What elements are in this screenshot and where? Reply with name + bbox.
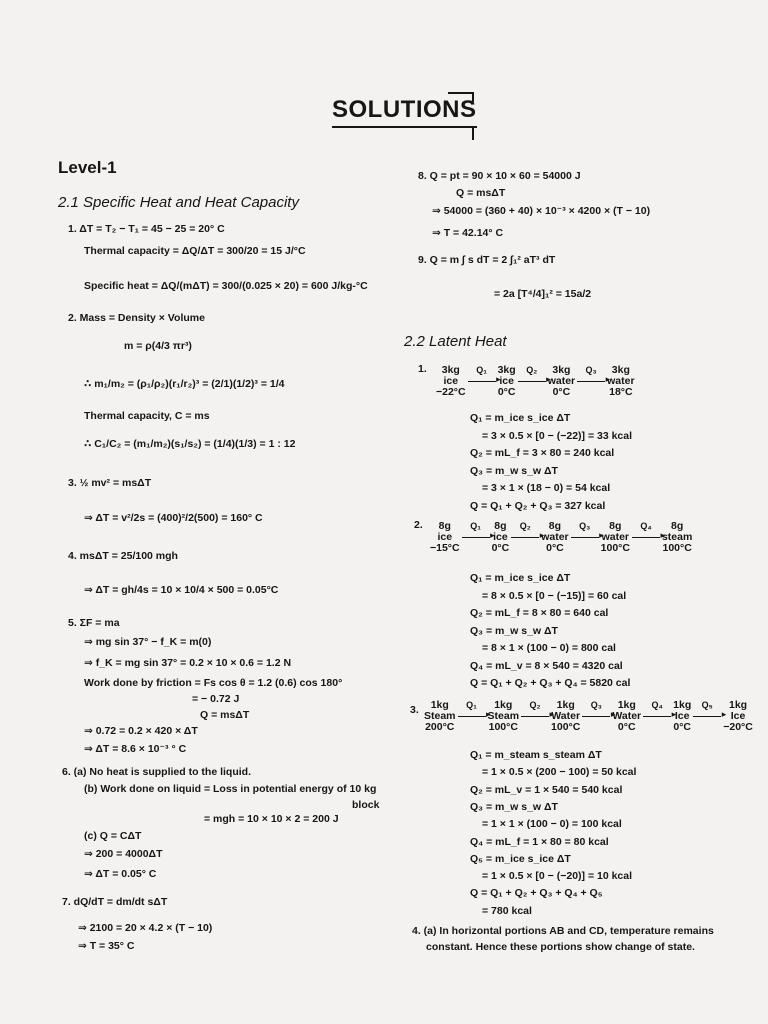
state-label-part: 3kg bbox=[552, 364, 571, 376]
state-label bbox=[436, 365, 466, 398]
arrow-line bbox=[518, 375, 546, 382]
solution-line: 4. msΔT = 25/100 mgh bbox=[68, 550, 178, 562]
solution-line: Q₄ = mL_f = 1 × 80 = 80 kcal bbox=[470, 835, 609, 848]
solution-line: (c) Q = CΔT bbox=[84, 830, 142, 842]
state-label bbox=[541, 521, 568, 554]
state-label-part: 3kg bbox=[611, 364, 630, 376]
solution-line: Q₁ = m_steam s_steam ΔT bbox=[470, 749, 602, 761]
state-label bbox=[662, 521, 692, 554]
state-label-part: 1kg bbox=[728, 699, 748, 711]
heat-arrow bbox=[462, 521, 490, 538]
heat-arrow bbox=[582, 700, 610, 717]
solution-line: ⇒ ΔT = v²/2s = (400)²/2(500) = 160° C bbox=[84, 512, 263, 524]
state-label-part: steam bbox=[661, 531, 693, 543]
solution-line: = 2a [T⁴/4]₁² = 15a/2 bbox=[494, 288, 592, 300]
solution-line: Q = Q₁ + Q₂ + Q₃ + Q₄ = 5820 cal bbox=[470, 677, 631, 689]
heat-arrow bbox=[511, 521, 539, 538]
state-label-part: 3kg bbox=[441, 364, 460, 376]
heat-arrow-label: Q₃ bbox=[579, 521, 591, 531]
state-label-part: 0°C bbox=[617, 721, 636, 733]
state-label-part: 1kg bbox=[556, 699, 575, 711]
state-label-part: water bbox=[607, 375, 635, 387]
state-label-part: 0°C bbox=[552, 386, 571, 398]
state-label-part: water bbox=[541, 531, 569, 543]
state-change-chain-1 bbox=[436, 365, 637, 398]
state-label bbox=[424, 700, 456, 733]
solution-line: m = ρ(4/3 πr³) bbox=[124, 340, 192, 352]
solution-line: Q = Q₁ + Q₂ + Q₃ = 327 kcal bbox=[470, 499, 606, 512]
state-label-part: −22°C bbox=[436, 386, 466, 398]
heat-arrow-label: Q₁ bbox=[476, 365, 487, 375]
state-label-part: ice bbox=[443, 375, 459, 387]
state-label-part: 1kg bbox=[673, 699, 692, 711]
state-label-part: ice bbox=[499, 375, 514, 387]
solution-line: Q₅ = m_ice s_ice ΔT bbox=[470, 852, 571, 865]
arrow-line bbox=[577, 375, 605, 382]
solution-line: ⇒ 0.72 = 0.2 × 420 × ΔT bbox=[84, 725, 198, 737]
solution-line: Q = msΔT bbox=[200, 709, 250, 721]
state-label-part: 3kg bbox=[497, 364, 516, 376]
state-change-chain-2 bbox=[430, 521, 694, 554]
arrow-line bbox=[571, 531, 599, 538]
state-label-part: 100°C bbox=[662, 542, 692, 554]
state-label-part: 8g bbox=[609, 520, 622, 532]
heat-arrow bbox=[571, 521, 599, 538]
heat-arrow-label: Q₁ bbox=[470, 521, 481, 531]
state-label-part: 18°C bbox=[609, 386, 633, 398]
arrow-line bbox=[521, 710, 549, 717]
state-label bbox=[723, 700, 753, 733]
state-label-part: Water bbox=[551, 710, 581, 722]
solution-line: Thermal capacity = ΔQ/ΔT = 300/20 = 15 J/°C bbox=[84, 245, 306, 257]
heat-arrow-label: Q₂ bbox=[519, 521, 531, 531]
solution-line: Q₁ = m_ice s_ice ΔT bbox=[470, 412, 571, 424]
heat-arrow bbox=[693, 700, 721, 717]
solution-line: 4. (a) In horizontal portions AB and CD, temperature remains bbox=[412, 925, 714, 937]
state-label-part: Water bbox=[612, 710, 642, 722]
state-label-part: −20°C bbox=[723, 721, 753, 733]
state-label-part: Ice bbox=[730, 710, 746, 722]
arrow-line bbox=[458, 710, 486, 717]
state-label-part: water bbox=[601, 531, 630, 543]
heat-arrow-label: Q₂ bbox=[529, 700, 541, 710]
state-label-part: Ice bbox=[674, 710, 690, 722]
arrow-line bbox=[462, 531, 490, 538]
heat-arrow-label: Q₁ bbox=[466, 700, 477, 710]
solution-line: ⇒ 2100 = 20 × 4.2 × (T − 10) bbox=[78, 922, 213, 934]
solution-line: ⇒ 200 = 4000ΔT bbox=[84, 848, 163, 860]
solution-line: 2. Mass = Density × Volume bbox=[68, 312, 205, 324]
arrow-line bbox=[582, 710, 610, 717]
heat-arrow-label: Q₅ bbox=[701, 700, 713, 710]
heat-arrow bbox=[643, 700, 671, 717]
solution-line: 8. Q = pt = 90 × 10 × 60 = 54000 J bbox=[418, 170, 581, 182]
solution-line: = 1 × 1 × (100 − 0) = 100 kcal bbox=[482, 818, 622, 831]
title-ornament-bottom bbox=[472, 128, 474, 140]
solution-line: = 1 × 0.5 × [0 − (−20)] = 10 kcal bbox=[482, 870, 633, 883]
solution-line: ∴ C₁/C₂ = (m₁/m₂)(s₁/s₂) = (1/4)(1/3) = 1 : 12 bbox=[84, 438, 296, 450]
section-heading-specific-heat: 2.1 Specific Heat and Heat Capacity bbox=[58, 194, 299, 211]
state-label bbox=[430, 521, 460, 554]
level-heading: Level-1 bbox=[58, 158, 117, 177]
arrow-line bbox=[511, 531, 539, 538]
problem-number: 1. bbox=[418, 363, 427, 375]
solution-line: ⇒ f_K = mg sin 37° = 0.2 × 10 × 0.6 = 1.2 N bbox=[84, 657, 292, 669]
solution-line: Specific heat = ΔQ/(mΔT) = 300/(0.025 × 20) = 600 J/kg-°C bbox=[84, 280, 368, 292]
solution-line: Q₁ = m_ice s_ice ΔT bbox=[470, 572, 571, 584]
state-label bbox=[548, 365, 575, 398]
heat-arrow bbox=[518, 365, 546, 382]
solution-line: ⇒ T = 42.14° C bbox=[432, 227, 504, 239]
arrow-line bbox=[468, 375, 496, 382]
solution-line: Q₃ = m_w s_w ΔT bbox=[470, 464, 558, 477]
heat-arrow-label: Q₄ bbox=[651, 700, 663, 710]
state-label-part: 0°C bbox=[546, 542, 564, 554]
solution-line: Q₂ = mL_f = 3 × 80 = 240 kcal bbox=[470, 447, 615, 459]
solution-line: Q = msΔT bbox=[456, 187, 506, 199]
solution-line: Q₃ = m_w s_w ΔT bbox=[470, 800, 558, 813]
solution-line: (b) Work done on liquid = Loss in potential energy of 10 kg bbox=[84, 783, 377, 795]
solution-line: ⇒ T = 35° C bbox=[78, 940, 135, 952]
state-label-part: 0°C bbox=[491, 542, 510, 554]
state-label-part: 1kg bbox=[617, 699, 636, 711]
solution-line: Q = Q₁ + Q₂ + Q₃ + Q₄ + Q₅ bbox=[470, 887, 603, 900]
state-label bbox=[488, 700, 520, 733]
solution-line: block bbox=[352, 799, 380, 811]
solution-line: Work done by friction = Fs cos θ = 1.2 (0.6) cos 180° bbox=[84, 677, 343, 689]
state-label-part: 100°C bbox=[600, 542, 630, 554]
state-label bbox=[607, 365, 634, 398]
solution-line: = 8 × 0.5 × [0 − (−15)] = 60 cal bbox=[482, 589, 627, 602]
solution-line: 5. ΣF = ma bbox=[68, 617, 120, 629]
state-change-chain-3 bbox=[424, 700, 755, 733]
state-label-part: 1kg bbox=[494, 699, 513, 711]
state-label-part: Steam bbox=[424, 710, 456, 722]
state-label-part: 100°C bbox=[551, 721, 581, 733]
solution-line: 7. dQ/dT = dm/dt sΔT bbox=[62, 896, 168, 908]
solution-line: Q₂ = mL_f = 8 × 80 = 640 cal bbox=[470, 607, 609, 619]
state-label bbox=[612, 700, 641, 733]
state-label-part: water bbox=[547, 375, 576, 387]
solution-line: = mgh = 10 × 10 × 2 = 200 J bbox=[204, 813, 339, 825]
solution-line: = − 0.72 J bbox=[192, 693, 240, 705]
solution-line: 1. ΔT = T₂ − T₁ = 45 − 25 = 20° C bbox=[68, 223, 225, 235]
arrow-line bbox=[632, 531, 660, 538]
solution-line: = 3 × 0.5 × [0 − (−22)] = 33 kcal bbox=[482, 429, 633, 442]
state-label-part: 8g bbox=[438, 520, 451, 532]
heat-arrow bbox=[632, 521, 660, 538]
heat-arrow bbox=[577, 365, 605, 382]
state-label-part: 100°C bbox=[488, 721, 518, 733]
solution-line: Q₃ = m_w s_w ΔT bbox=[470, 624, 558, 637]
state-label-part: 200°C bbox=[425, 721, 455, 733]
state-label-part: −15°C bbox=[430, 542, 460, 554]
state-label-part: ice bbox=[437, 531, 453, 543]
solution-line: ∴ m₁/m₂ = (ρ₁/ρ₂)(r₁/r₂)³ = (2/1)(1/2)³ = 1/4 bbox=[84, 378, 285, 390]
state-label-part: 1kg bbox=[430, 699, 449, 711]
solution-line: = 1 × 0.5 × (200 − 100) = 50 kcal bbox=[482, 766, 637, 779]
page-title: SOLUTIONS bbox=[332, 96, 477, 128]
heat-arrow bbox=[468, 365, 496, 382]
solution-line: ⇒ ΔT = 0.05° C bbox=[84, 868, 157, 880]
section-heading-latent-heat: 2.2 Latent Heat bbox=[404, 333, 507, 350]
heat-arrow-label: Q₃ bbox=[585, 365, 597, 375]
solution-line: = 8 × 1 × (100 − 0) = 800 cal bbox=[482, 642, 616, 654]
title-ornament-top bbox=[448, 92, 474, 94]
solution-line: ⇒ 54000 = (360 + 40) × 10⁻³ × 4200 × (T − 10) bbox=[432, 205, 651, 217]
solution-line: ⇒ mg sin 37° − f_K = m(0) bbox=[84, 636, 212, 648]
heat-arrow-label: Q₂ bbox=[526, 365, 538, 375]
solution-line: 3. ½ mv² = msΔT bbox=[68, 477, 152, 489]
problem-number: 3. bbox=[410, 704, 419, 716]
state-label-part: 8g bbox=[671, 520, 684, 532]
problem-number: 2. bbox=[414, 519, 423, 531]
solution-line: ⇒ ΔT = 8.6 × 10⁻³ ° C bbox=[84, 743, 187, 755]
state-label-part: 0°C bbox=[497, 386, 516, 398]
solution-line: = 3 × 1 × (18 − 0) = 54 kcal bbox=[482, 482, 611, 494]
heat-arrow-label: Q₃ bbox=[590, 700, 602, 710]
solution-line: ⇒ ΔT = gh/4s = 10 × 10/4 × 500 = 0.05°C bbox=[84, 584, 279, 596]
solution-line: constant. Hence these portions show change of state. bbox=[426, 941, 695, 953]
state-label bbox=[551, 700, 580, 733]
arrow-line bbox=[643, 710, 671, 717]
heat-arrow bbox=[521, 700, 549, 717]
state-label bbox=[601, 521, 630, 554]
heat-arrow bbox=[458, 700, 486, 717]
solution-line: Q₂ = mL_v = 1 × 540 = 540 kcal bbox=[470, 783, 623, 796]
state-label-part: Steam bbox=[487, 710, 520, 722]
solution-line: Q₄ = mL_v = 8 × 540 = 4320 cal bbox=[470, 659, 623, 672]
state-label-part: 0°C bbox=[673, 721, 691, 733]
heat-arrow-label: Q₄ bbox=[640, 521, 652, 531]
state-label-part: ice bbox=[493, 531, 508, 543]
state-label-part: 8g bbox=[494, 520, 507, 532]
solution-line: Thermal capacity, C = ms bbox=[84, 410, 210, 422]
solution-line: 9. Q = m ∫ s dT = 2 ∫₁² aT³ dT bbox=[418, 254, 556, 266]
state-label-part: 8g bbox=[548, 520, 562, 532]
solution-line: 6. (a) No heat is supplied to the liquid. bbox=[62, 766, 252, 778]
solution-line: = 780 kcal bbox=[482, 904, 532, 917]
arrow-line bbox=[693, 710, 721, 717]
